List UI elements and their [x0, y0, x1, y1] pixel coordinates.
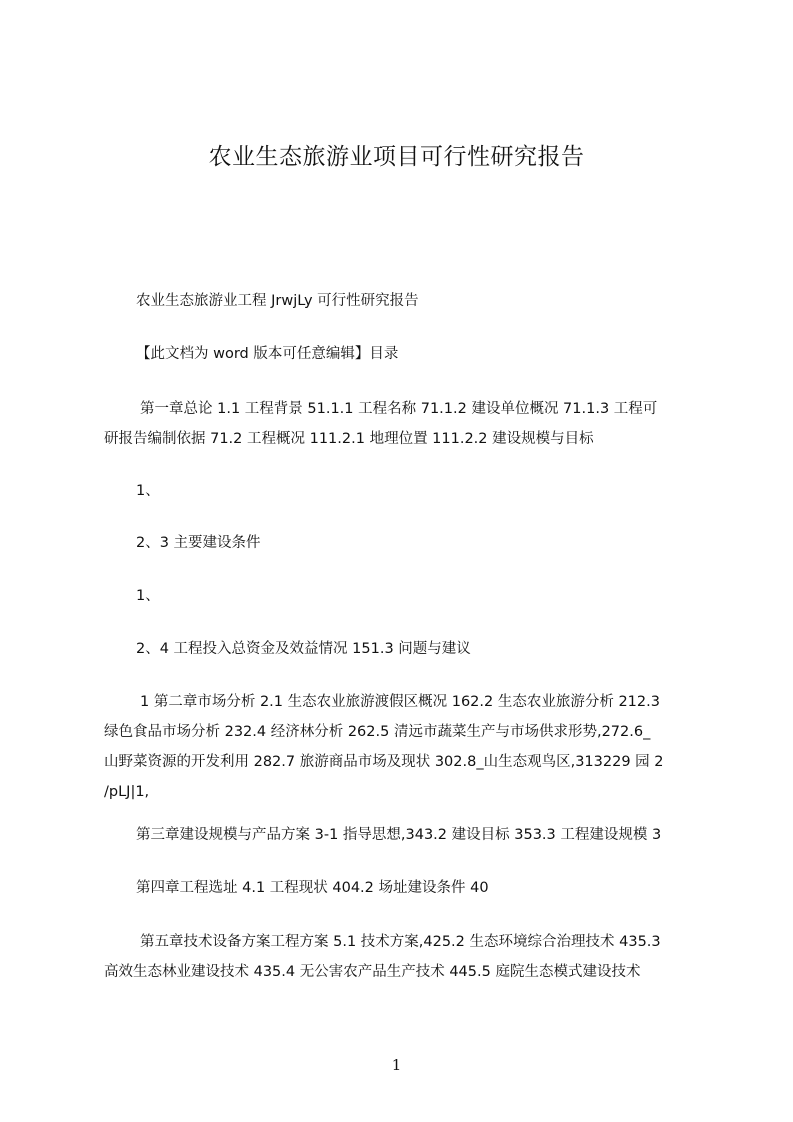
paragraph-word-note	[104, 339, 698, 369]
text-line: 2、3 主要建设条件	[136, 535, 261, 551]
document-title: 农业生态旅游业项目可行性研究报告	[208, 144, 585, 170]
text-line: 第三章建设规模与产品方案 3-1 指导思想,343.2 建设目标 353.3 工程建设规模 3	[136, 827, 662, 843]
text-line: 绿色食品市场分析 232.4 经济林分析 262.5 清远市蔬菜生产与市场供求形势,272.6_	[104, 724, 651, 740]
paragraph-item	[104, 581, 698, 611]
paragraph-item	[104, 634, 698, 664]
paragraph-item	[104, 528, 698, 558]
page-number: 1	[391, 1056, 402, 1074]
paragraph-chapter-4	[104, 873, 698, 903]
text-line: 第五章技术设备方案工程方案 5.1 技术方案,425.2 生态环境综合治理技术 435.3	[140, 934, 661, 950]
text-line: 农业生态旅游业工程 JrwjLy 可行性研究报告	[136, 293, 419, 309]
text-line: 2、4 工程投入总资金及效益情况 151.3 问题与建议	[136, 641, 471, 657]
paragraph-item	[104, 476, 698, 506]
paragraph-chapter-3	[104, 820, 698, 850]
text-line: /pLJ|1,	[104, 784, 150, 800]
text-line: 高效生态林业建设技术 435.4 无公害农产品生产技术 445.5 庭院生态模式建设技术	[104, 964, 641, 980]
paragraph-chapter-1	[104, 394, 698, 454]
text-line: 1 第二章市场分析 2.1 生态农业旅游渡假区概况 162.2 生态农业旅游分析 212.3	[140, 694, 660, 710]
text-line: 第一章总论 1.1 工程背景 51.1.1 工程名称 71.1.2 建设单位概况 71.1.3 工程可	[140, 401, 658, 417]
text-line: 1、	[136, 588, 160, 604]
paragraph-chapter-2	[104, 687, 698, 807]
text-line: 研报告编制依据 71.2 工程概况 111.2.1 地理位置 111.2.2 建设规模与目标	[104, 431, 594, 447]
text-line: 【此文档为 word 版本可任意编辑】目录	[136, 346, 399, 362]
text-line: 1、	[136, 483, 160, 499]
paragraph-chapter-5	[104, 927, 698, 987]
text-line: 第四章工程选址 4.1 工程现状 404.2 场址建设条件 40	[136, 880, 489, 896]
text-line: 山野菜资源的开发利用 282.7 旅游商品市场及现状 302.8_山生态观鸟区,313229 园 2	[104, 754, 664, 770]
paragraph-subtitle	[104, 286, 698, 316]
